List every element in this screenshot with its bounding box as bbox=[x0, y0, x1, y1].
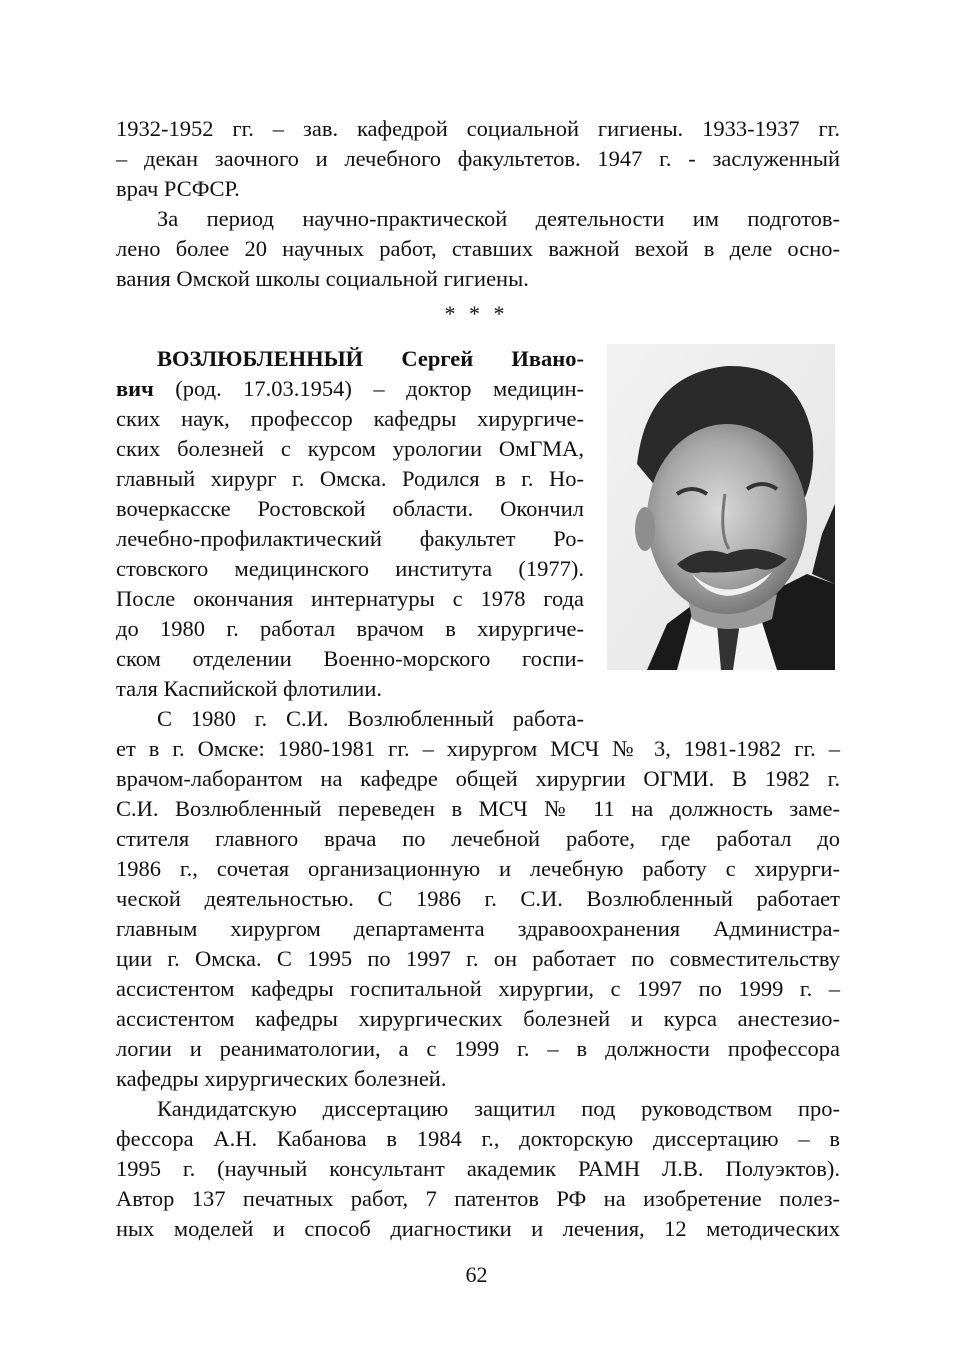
text-line: 1932-1952 гг. – зав. кафедрой социальной гигиены. 1933-1937 гг. bbox=[116, 116, 840, 141]
text-line: стовского медицинского института (1977). bbox=[116, 556, 584, 581]
text-line: вания Омской школы социальной гигиены. bbox=[116, 266, 529, 291]
text-line: главным хирургом департамента здравоохранения Администра- bbox=[116, 916, 840, 941]
text-line: стителя главного врача по лечебной работе, где работал до bbox=[116, 826, 840, 851]
page-number: 62 bbox=[465, 1262, 488, 1287]
text-line: ет в г. Омске: 1980-1981 гг. – хирургом МСЧ № 3, 1981-1982 гг. – bbox=[116, 736, 840, 761]
bio-dates-line bbox=[116, 378, 584, 401]
text-line: фессора А.Н. Кабанова в 1984 г., докторскую диссертацию – в bbox=[116, 1126, 840, 1151]
text-line: ных моделей и способ диагностики и лечения, 12 методических bbox=[116, 1216, 840, 1241]
text-line: С 1980 г. С.И. Возлюбленный работа- bbox=[157, 706, 584, 731]
bio-patronymic-end: вич bbox=[116, 376, 154, 401]
text-line: Автор 137 печатных работ, 7 патентов РФ на изобретение полез- bbox=[116, 1186, 840, 1211]
text-line: Кандидатскую диссертацию защитил под руководством про- bbox=[157, 1096, 840, 1121]
bio-dates: (род. 17.03.1954) – доктор медицин- bbox=[153, 376, 584, 401]
text-line: ции г. Омска. С 1995 по 1997 г. он работает по совместительству bbox=[116, 946, 840, 971]
text-line: таля Каспийской флотилии. bbox=[116, 676, 383, 701]
text-line: 1995 г. (научный консультант академик РАМН Л.В. Полуэктов). bbox=[116, 1156, 840, 1181]
text-line: ассистентом кафедры хирургических болезней и курса анестезио- bbox=[116, 1006, 840, 1031]
text-line: до 1980 г. работал врачом в хирургиче- bbox=[116, 616, 584, 641]
text-line: После окончания интернатуры с 1978 года bbox=[116, 586, 584, 611]
bio-name: ВОЗЛЮБЛЕННЫЙ Сергей Ивано- bbox=[157, 346, 584, 371]
text-line: ских болезней с курсом урологии ОмГМА, bbox=[116, 436, 584, 461]
text-line: лено более 20 научных работ, ставших важной вехой в деле осно- bbox=[116, 236, 840, 261]
portrait-photo bbox=[607, 344, 835, 670]
text-line: За период научно-практической деятельности им подготов- bbox=[157, 206, 840, 231]
text-line: 1986 г., сочетая организационную и лечебную работу с хирурги- bbox=[116, 856, 840, 881]
section-separator: * * * bbox=[444, 301, 509, 326]
text-line: врач РСФСР. bbox=[116, 176, 240, 201]
text-line: ассистентом кафедры госпитальной хирургии, с 1997 по 1999 г. – bbox=[116, 976, 840, 1001]
text-line: главный хирург г. Омска. Родился в г. Но- bbox=[116, 466, 584, 491]
text-line: лечебно-профилактический факультет Ро- bbox=[116, 526, 584, 551]
bio-name-line bbox=[157, 348, 584, 371]
portrait-image bbox=[607, 344, 835, 670]
text-line: С.И. Возлюбленный переведен в МСЧ № 11 на должность заме- bbox=[116, 796, 840, 821]
text-line: кафедры хирургических болезней. bbox=[116, 1066, 447, 1091]
text-line: – декан заочного и лечебного факультетов. 1947 г. - заслуженный bbox=[116, 146, 840, 171]
text-line: ческой деятельностью. С 1986 г. С.И. Возлюбленный работает bbox=[116, 886, 840, 911]
text-line: вочеркасске Ростовской области. Окончил bbox=[116, 496, 584, 521]
text-line: врачом-лаборантом на кафедре общей хирургии ОГМИ. В 1982 г. bbox=[116, 766, 840, 791]
text-line: логии и реаниматологии, а с 1999 г. – в должности профессора bbox=[116, 1036, 840, 1061]
text-line: ском отделении Военно-морского госпи- bbox=[116, 646, 584, 671]
text-line: ских наук, профессор кафедры хирургиче- bbox=[116, 406, 584, 431]
